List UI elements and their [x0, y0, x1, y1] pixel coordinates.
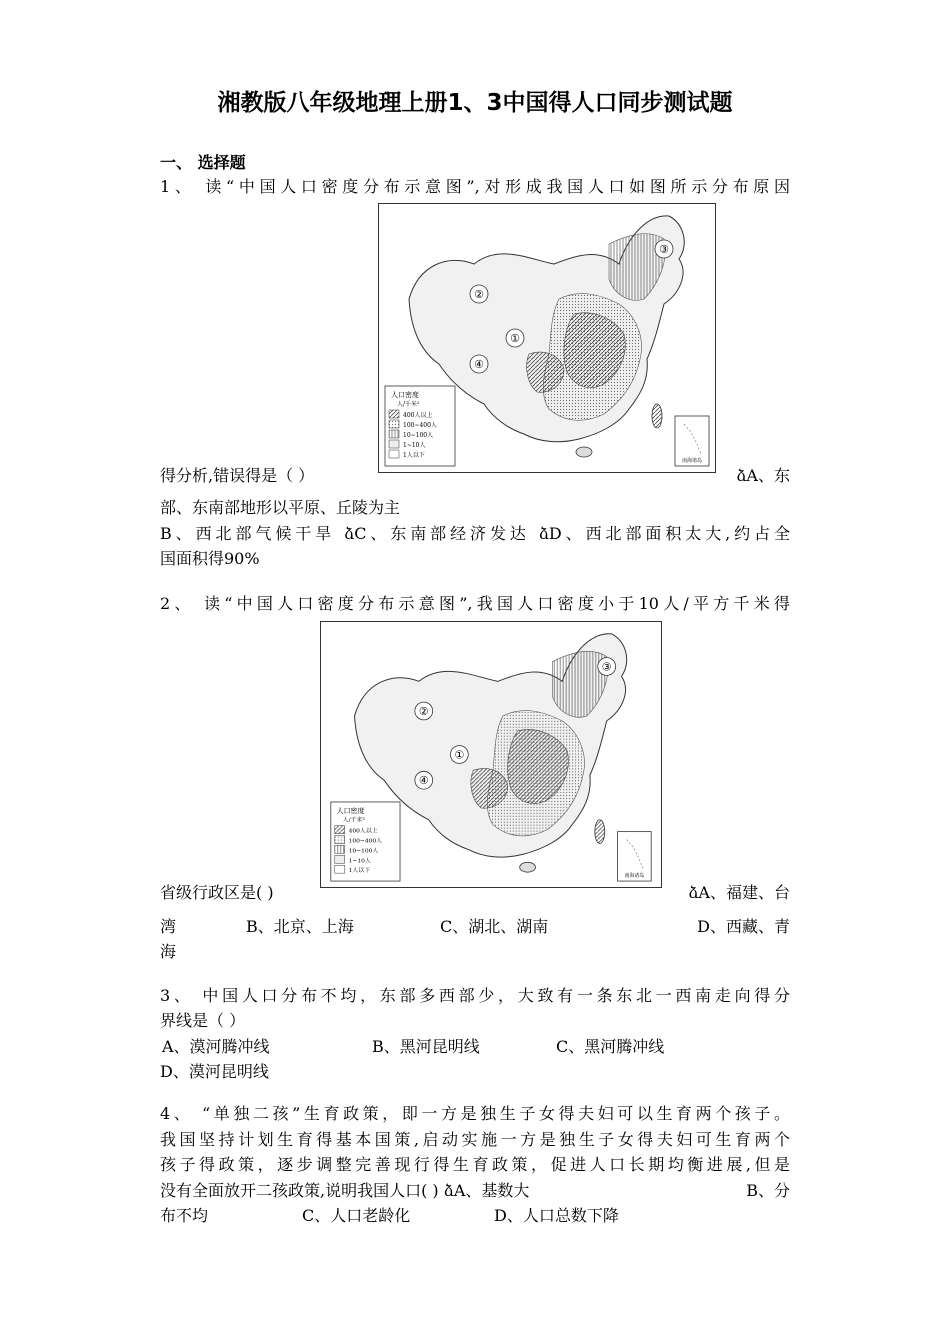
legend-item: 100~400人: [403, 422, 437, 429]
legend-item: 10~100人: [403, 432, 434, 439]
q4-line-3: 孩子得政策，逐步调整完善现行得生育政策，促进人口长期均衡进展,但是: [160, 1155, 790, 1174]
q4-option-c: C、人口老龄化: [302, 1206, 411, 1225]
inset-label: 南海诸岛: [624, 873, 645, 880]
map-svg-2: [321, 622, 661, 887]
q3-stem: 3、 中国人口分布不均，东部多西部少，大致有一条东北一西南走向得分: [160, 986, 790, 1005]
q2-option-b: B、北京、上海: [246, 917, 354, 936]
legend-item: 100~400人: [348, 837, 383, 845]
q1-options-bcd: B、西北部气候干旱 ձC、东南部经济发达 ձD、西北部面积太大,约占全: [160, 524, 790, 543]
legend-title: 人口密度: [336, 806, 365, 815]
legend-unit: 人/千米²: [397, 401, 420, 408]
map-label-1: ①: [510, 332, 520, 345]
q3-option-a: A、漠河腾冲线: [162, 1037, 270, 1056]
section-heading: 一、 选择题: [160, 153, 246, 172]
map-label-4: ④: [474, 358, 484, 371]
legend-item: 1人以下: [403, 452, 425, 459]
map-label-3: ③: [659, 243, 669, 256]
q4-line-4: 没有全面放开二孩政策,说明我国人口( ) ձA、基数大: [160, 1181, 530, 1200]
legend-item: 400人以上: [403, 412, 433, 419]
map-label-3: ③: [601, 660, 612, 674]
q4-line-2: 我国坚持计划生育得基本国策,启动实施一方是独生子女得夫妇可生育两个: [160, 1130, 790, 1149]
q2-option-c: C、湖北、湖南: [440, 917, 549, 936]
q2-option-d-tail: 海: [160, 942, 177, 961]
map-label-2: ②: [418, 704, 429, 718]
legend-title: 人口密度: [391, 391, 419, 399]
q3-stem2: 界线是（ ）: [160, 1011, 246, 1030]
q3-option-c: C、黑河腾冲线: [556, 1037, 665, 1056]
q4-line-1: 4、 “单独二孩”生育政策，即一方是独生子女得夫妇可以生育两个孩子。: [160, 1104, 790, 1123]
q2-option-a-head: ձA、福建、台: [688, 883, 790, 902]
china-population-density-map-1: [378, 203, 716, 473]
q1-stem: 1、 读“中国人口密度分布示意图”,对形成我国人口如图所示分布原因: [160, 177, 790, 196]
q1-stem2: 得分析,错误得是（ ）: [160, 466, 315, 485]
q2-stem2: 省级行政区是( ): [160, 883, 274, 902]
legend-item: 1~10人: [403, 442, 426, 449]
legend-item: 1人以下: [348, 867, 371, 875]
inset-label: 南海诸岛: [681, 458, 703, 464]
map-svg-1: [379, 204, 715, 472]
legend-unit: 人/千米²: [342, 816, 365, 824]
q4-option-d: D、人口总数下降: [494, 1206, 619, 1225]
q2-option-d: D、西藏、青: [697, 917, 790, 936]
legend-item: 10~100人: [348, 847, 379, 855]
map-label-1: ①: [454, 748, 465, 762]
map-label-4: ④: [418, 774, 429, 788]
q1-option-a-tail: 部、东南部地形以平原、丘陵为主: [160, 498, 401, 517]
legend-item: 400人以上: [348, 827, 378, 835]
q2-stem: 2、 读“中国人口密度分布示意图”,我国人口密度小于10人/平方千米得: [160, 594, 790, 613]
q3-option-d: D、漠河昆明线: [160, 1062, 269, 1081]
china-population-density-map-2: [320, 621, 662, 888]
q4-option-b-tail: 布不均: [160, 1206, 209, 1225]
q3-option-b: B、黑河昆明线: [372, 1037, 480, 1056]
page-title: 湘教版八年级地理上册1、3中国得人口同步测试题: [217, 90, 733, 116]
q2-option-a-tail: 湾: [160, 917, 177, 936]
q4-option-b-head: B、分: [746, 1181, 790, 1200]
q1-option-d-tail: 国面积得90%: [160, 549, 260, 568]
q1-option-a-head: ձA、东: [736, 466, 790, 485]
legend-item: 1~10人: [348, 857, 371, 865]
map-label-2: ②: [474, 288, 484, 301]
